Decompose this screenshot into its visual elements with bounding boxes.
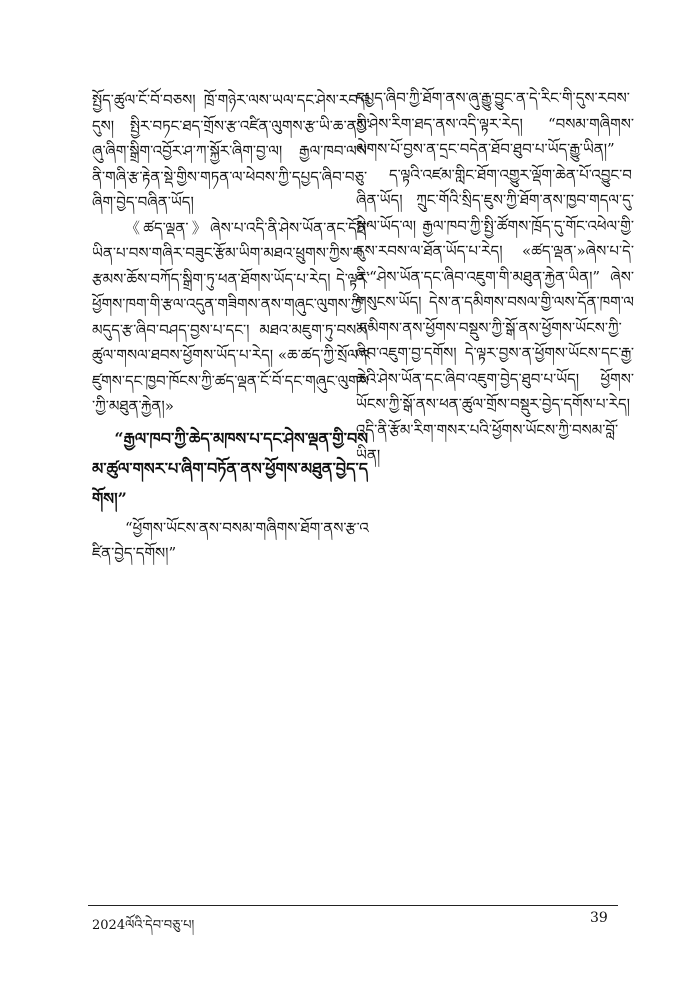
page-number: 39 (590, 910, 608, 926)
pull-quote: “རྒྱལ་ཁབ་ཀྱི་ཆེད་མཁས་པ་དང་ཤེས་ལྡན་གྱི་བསམ་ཚུལ་གསར་པ་ཞིག་བཏོན་ནས་ཕྱོགས་མཐུན་བྱེད་དགོས།” (92, 428, 369, 508)
right-paragraph-2: ད་ལྟའི་འཛམ་གླིང་ཐོག་འགྱུར་ལྡོག་ཆེན་པོ་འབྱུང་བཞིན་ཡོད། ཀྲུང་གོའི་སྲིད་ཇུས་ཀྱི་ཐོག་ནས་ཁྱབ་གདལ་དུ་སྤེལ་ཡོད་ལ། རྒྱལ་ཁབ་ཀྱི་སྤྱི་ཚོགས་ཁྲོད་དུ་གོང་འཕེལ་གྱི་དུས་རབས་ལ་ཐོན་ཡོད་པ་རེད། «ཚད་ལྡན་»ཞེས་པ་དེ་ནི་“ཤེས་ཡོན་དང་ཞིབ་འཇུག་གི་མཐུན་རྐྱེན་ཡིན།” ཞེས་གསུངས་ཡོད། དེས་ན་དམིགས་བསལ་གྱི་ལས་དོན་ཁག་ལ་དམིགས་ནས་ཕྱོགས་བསྡུས་ཀྱི་སྒོ་ནས་ཕྱོགས་ཡོངས་ཀྱི་ཞིབ་འཇུག་བྱ་དགོས། དེ་ལྟར་བྱས་ན་ཕྱོགས་ཡོངས་དང་རྒྱ་ཆེའི་ཤེས་ཡོན་དང་ཞིབ་འཇུག་བྱེད་ཐུབ་པ་ཡོད། ཕྱོགས་ཡོངས་ཀྱི་སྒོ་ནས་ཕན་ཚུལ་གྲོས་བསྡུར་བྱེད་དགོས་པ་རེད། འདི་ནི་རྩོམ་རིག་གསར་པའི་ཕྱོགས་ཡོངས་ཀྱི་བསམ་བློ་ཡིན། (356, 165, 634, 464)
left-paragraph-2: 《ཚད་ལྡན་》ཞེས་པ་འདི་ནི་ཤེས་ཡོན་ནང་དོན་ཡིན་པ་བས་གཞིར་བཟུང་རྩོམ་ཡིག་མཐའ་ཕྲུགས་ཀྱིས་བརྩམས་ཆོས་བཀོད་སྒྲིག་ཏུ་ཕན་ཐོགས་ཡོད་པ་རེད། དེ་ལྟར་ཕྱོགས་ཁག་གི་རྩལ་འདུན་གཟིགས་ནས་གཞུང་ལུགས་ཀྱི་མདུད་རྩ་ཞིབ་བཤད་བྱས་པ་དང་། མཐའ་མཇུག་ཏུ་བསམ་ཚུལ་གསལ་ཐབས་ཕྱོགས་ཡོད་པ་རེད། «ཆ་ཚད་ཀྱི་སྲོལ་འཛུགས་དང་ཁྱབ་ཁོངས་ཀྱི་ཚད་ལྡན་ངོ་བོ་དང་གཞུང་ལུགས་ཀྱི་མཐུན་རྐྱེན།» (92, 218, 370, 415)
left-column (92, 88, 370, 567)
left-paragraph-1: སྤྱོད་ཚུལ་ངོ་བོ་བཅས། ཁྲོ་གཉེར་ལས་ཡལ་དང་ཤེས་རབ་འདུས། སྤྱིར་བཏང་ཐད་གྲོས་རྩ་འཛིན་ལུགས་རྩ་ཡི་ཆ་ནས་ཞུ་ཞིག་སྒྲིག་འབྱོར་ཤ་ཀ་སྐྱོར་ཞིག་བྱ་ལ། རྒྱལ་ཁབ་ལས་ནི་གཞི་རྩ་རྟེན་སྡེ་གྱིས་གཏན་ལ་ཕེབས་ཀྱི་དཔྱད་ཞིབ་བཅུ་ཞིག་བྱེད་བཞིན་ཡོད། (92, 91, 370, 211)
issue-label: 2024ལོའི་དེབ་བཅུ་པ། (92, 918, 195, 933)
footer-divider (88, 905, 618, 906)
right-paragraph-1: དཔྱད་ཞིབ་ཀྱི་ཐོག་ནས་ཞུ་རྒྱུ་བྱུང་ན་དེ་རིང་གི་དུས་རབས་ཀྱི་ཤེས་རིག་ཐད་ནས་འདི་ལྟར་རེད། “བསམ་གཞིགས་ལེགས་པོ་བྱས་ན་དྲང་བདེན་ཐོབ་ཐུབ་པ་ཡོད་རྒྱུ་ཡིན།” (356, 89, 634, 158)
right-column (356, 86, 634, 469)
left-paragraph-3: “ཕྱོགས་ཡོངས་ནས་བསམ་གཞིགས་ཐོག་ནས་རྩ་འཛིན་བྱེད་དགོས།” (92, 518, 369, 562)
